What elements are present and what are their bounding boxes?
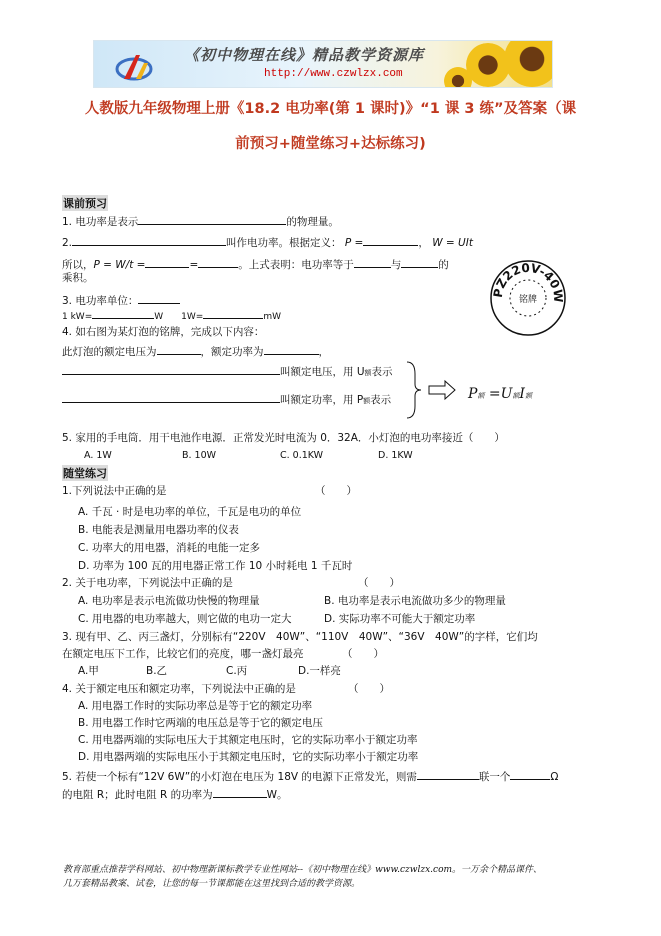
sunflower-image	[504, 40, 553, 87]
option-c[interactable]: C.丙	[226, 665, 248, 677]
option-d[interactable]: D. 1KW	[378, 450, 413, 461]
section-heading-preview: 课前预习	[63, 197, 107, 210]
practice-q3-b: 在额定电压下工作，比较它们的亮度，哪一盏灯最亮	[62, 648, 304, 660]
answer-blank[interactable]	[198, 256, 238, 268]
option-b[interactable]: B. 10W	[182, 450, 217, 461]
practice-q2: 2. 关于电功率，下列说法中正确的是	[62, 577, 233, 589]
banner-url[interactable]: http://www.czwlzx.com	[264, 68, 403, 80]
answer-blank[interactable]	[264, 343, 319, 355]
practice-q1-option-a[interactable]: A. 千瓦 · 时是电功率的单位，千瓦是电功的单位	[78, 506, 302, 518]
page-title-line1: 人教版九年级物理上册《18.2 电功率(第 1 课时)》“1 课 3 练”及答案（课	[84, 101, 577, 117]
brace-arrow-graphic	[405, 360, 465, 420]
preview-q4-b: 此灯泡的额定电压为 ，额定功率为 ，	[62, 343, 329, 359]
practice-q2-paren: （ ）	[358, 577, 400, 589]
stamp-rating-text: PZ220V-40W	[490, 260, 566, 304]
practice-q4-option-c[interactable]: C. 用电器两端的实际电压大于其额定电压时，它的实际功率小于额定功率	[78, 734, 418, 746]
sunflower-image	[444, 67, 472, 88]
practice-q4: 4. 关于额定电压和额定功率，下列说法中正确的是	[62, 683, 296, 695]
practice-q2-option-a[interactable]: A. 电功率是表示电流做功快慢的物理量	[78, 595, 260, 607]
footer-line2: 几万套精品教案、试卷，让您的每一节课都能在这里找到合适的教学资源。	[63, 879, 361, 889]
practice-q5-b: 的电阻 R；此时电阻 R 的功率为 W。	[62, 786, 288, 802]
preview-q3-units: 1 kW= W 1W= mW	[62, 309, 281, 324]
preview-q1: 1. 电功率是表示 的物理量。	[62, 213, 339, 229]
answer-blank[interactable]	[213, 786, 267, 798]
preview-q2: 2. 叫作电功率。根据定义： P = ， W = UIt	[62, 234, 473, 250]
practice-q4-option-b[interactable]: B. 用电器工作时它两端的电压总是等于它的额定电压	[78, 717, 323, 729]
preview-q5: 5. 家用的手电筒．用干电池作电源．正常发光时电流为 0．32A．小灯泡的电功率接近（ ）	[62, 432, 505, 444]
option-a[interactable]: A. 1W	[84, 450, 112, 461]
power-formula: P额 =U额I额	[468, 386, 532, 402]
answer-blank[interactable]	[138, 213, 286, 225]
practice-q1-paren: （ ）	[315, 485, 357, 497]
option-d[interactable]: D.一样亮	[298, 665, 341, 677]
preview-q2-cont: 所以，P = W/t = = 。上式表明：电功率等于 与 的	[62, 256, 449, 272]
banner-title: 《初中物理在线》精品教学资源库	[184, 46, 425, 64]
stamp-label: 铭牌	[518, 295, 538, 305]
answer-blank[interactable]	[354, 256, 391, 268]
practice-q4-option-d[interactable]: D. 用电器两端的实际电压小于其额定电压时，它的实际功率小于额定功率	[78, 751, 419, 763]
preview-q4: 4. 如右图为某灯泡的铭牌，完成以下内容：	[62, 326, 265, 338]
practice-q5: 5. 若使一个标有“12V 6W”的小灯泡在电压为 18V 的电源下正常发光，则需 联一个 Ω	[62, 768, 558, 784]
answer-blank[interactable]	[138, 292, 180, 304]
option-b[interactable]: B.乙	[146, 665, 168, 677]
answer-blank[interactable]	[363, 234, 418, 246]
practice-q1-option-c[interactable]: C. 功率大的用电器，消耗的电能一定多	[78, 542, 261, 554]
practice-q3-paren: （ ）	[342, 648, 384, 660]
preview-q4-c: 叫额定电压，用 U额表示	[62, 363, 393, 380]
practice-q3-options	[78, 664, 341, 678]
header-banner	[93, 40, 553, 88]
sunflower-image	[466, 43, 510, 87]
practice-q4-paren: （ ）	[348, 683, 390, 695]
site-logo-icon	[114, 49, 154, 83]
option-c[interactable]: C. 0.1KW	[280, 450, 324, 461]
practice-q1: 1.下列说法中正确的是	[62, 485, 167, 497]
practice-q1-option-d[interactable]: D. 功率为 100 瓦的用电器正常工作 10 小时耗电 1 千瓦时	[78, 560, 353, 572]
section-heading-practice: 随堂练习	[63, 467, 107, 480]
preview-q2-end: 乘积。	[62, 272, 94, 284]
answer-blank[interactable]	[401, 256, 438, 268]
practice-q2-option-b[interactable]: B. 电功率是表示电流做功多少的物理量	[324, 595, 506, 607]
answer-blank[interactable]	[62, 391, 280, 403]
preview-q4-d: 叫额定功率，用 P额表示	[62, 391, 391, 408]
practice-q1-option-b[interactable]: B. 电能表是测量用电器功率的仪表	[78, 524, 239, 536]
preview-q5-options	[84, 449, 413, 463]
answer-blank[interactable]	[417, 768, 479, 780]
lamp-nameplate-stamp	[488, 258, 568, 338]
answer-blank[interactable]	[92, 309, 154, 319]
option-a[interactable]: A.甲	[78, 665, 99, 677]
answer-blank[interactable]	[62, 363, 280, 375]
practice-q2-option-c[interactable]: C. 用电器的电功率越大，则它做的电功一定大	[78, 613, 292, 625]
answer-blank[interactable]	[145, 256, 189, 268]
practice-q2-option-d[interactable]: D. 实际功率不可能大于额定功率	[324, 613, 476, 625]
practice-q3: 3. 现有甲、乙、丙三盏灯，分别标有“220V 40W”、“110V 40W”、“36V 40W”的字样，它们均	[62, 631, 538, 643]
practice-q4-option-a[interactable]: A. 用电器工作时的实际功率总是等于它的额定功率	[78, 700, 313, 712]
answer-blank[interactable]	[203, 309, 263, 319]
page-title-line2: 前预习+随堂练习+达标练习)	[235, 136, 426, 152]
answer-blank[interactable]	[157, 343, 201, 355]
answer-blank[interactable]	[510, 768, 550, 780]
preview-q3: 3. 电功率单位：	[62, 292, 180, 308]
answer-blank[interactable]	[72, 234, 226, 246]
footer-line1: 教育部重点推荐学科网站、初中物理新课标教学专业性网站--《初中物理在线》www.czwlzx.com。一万余个精品课件、	[63, 865, 543, 875]
